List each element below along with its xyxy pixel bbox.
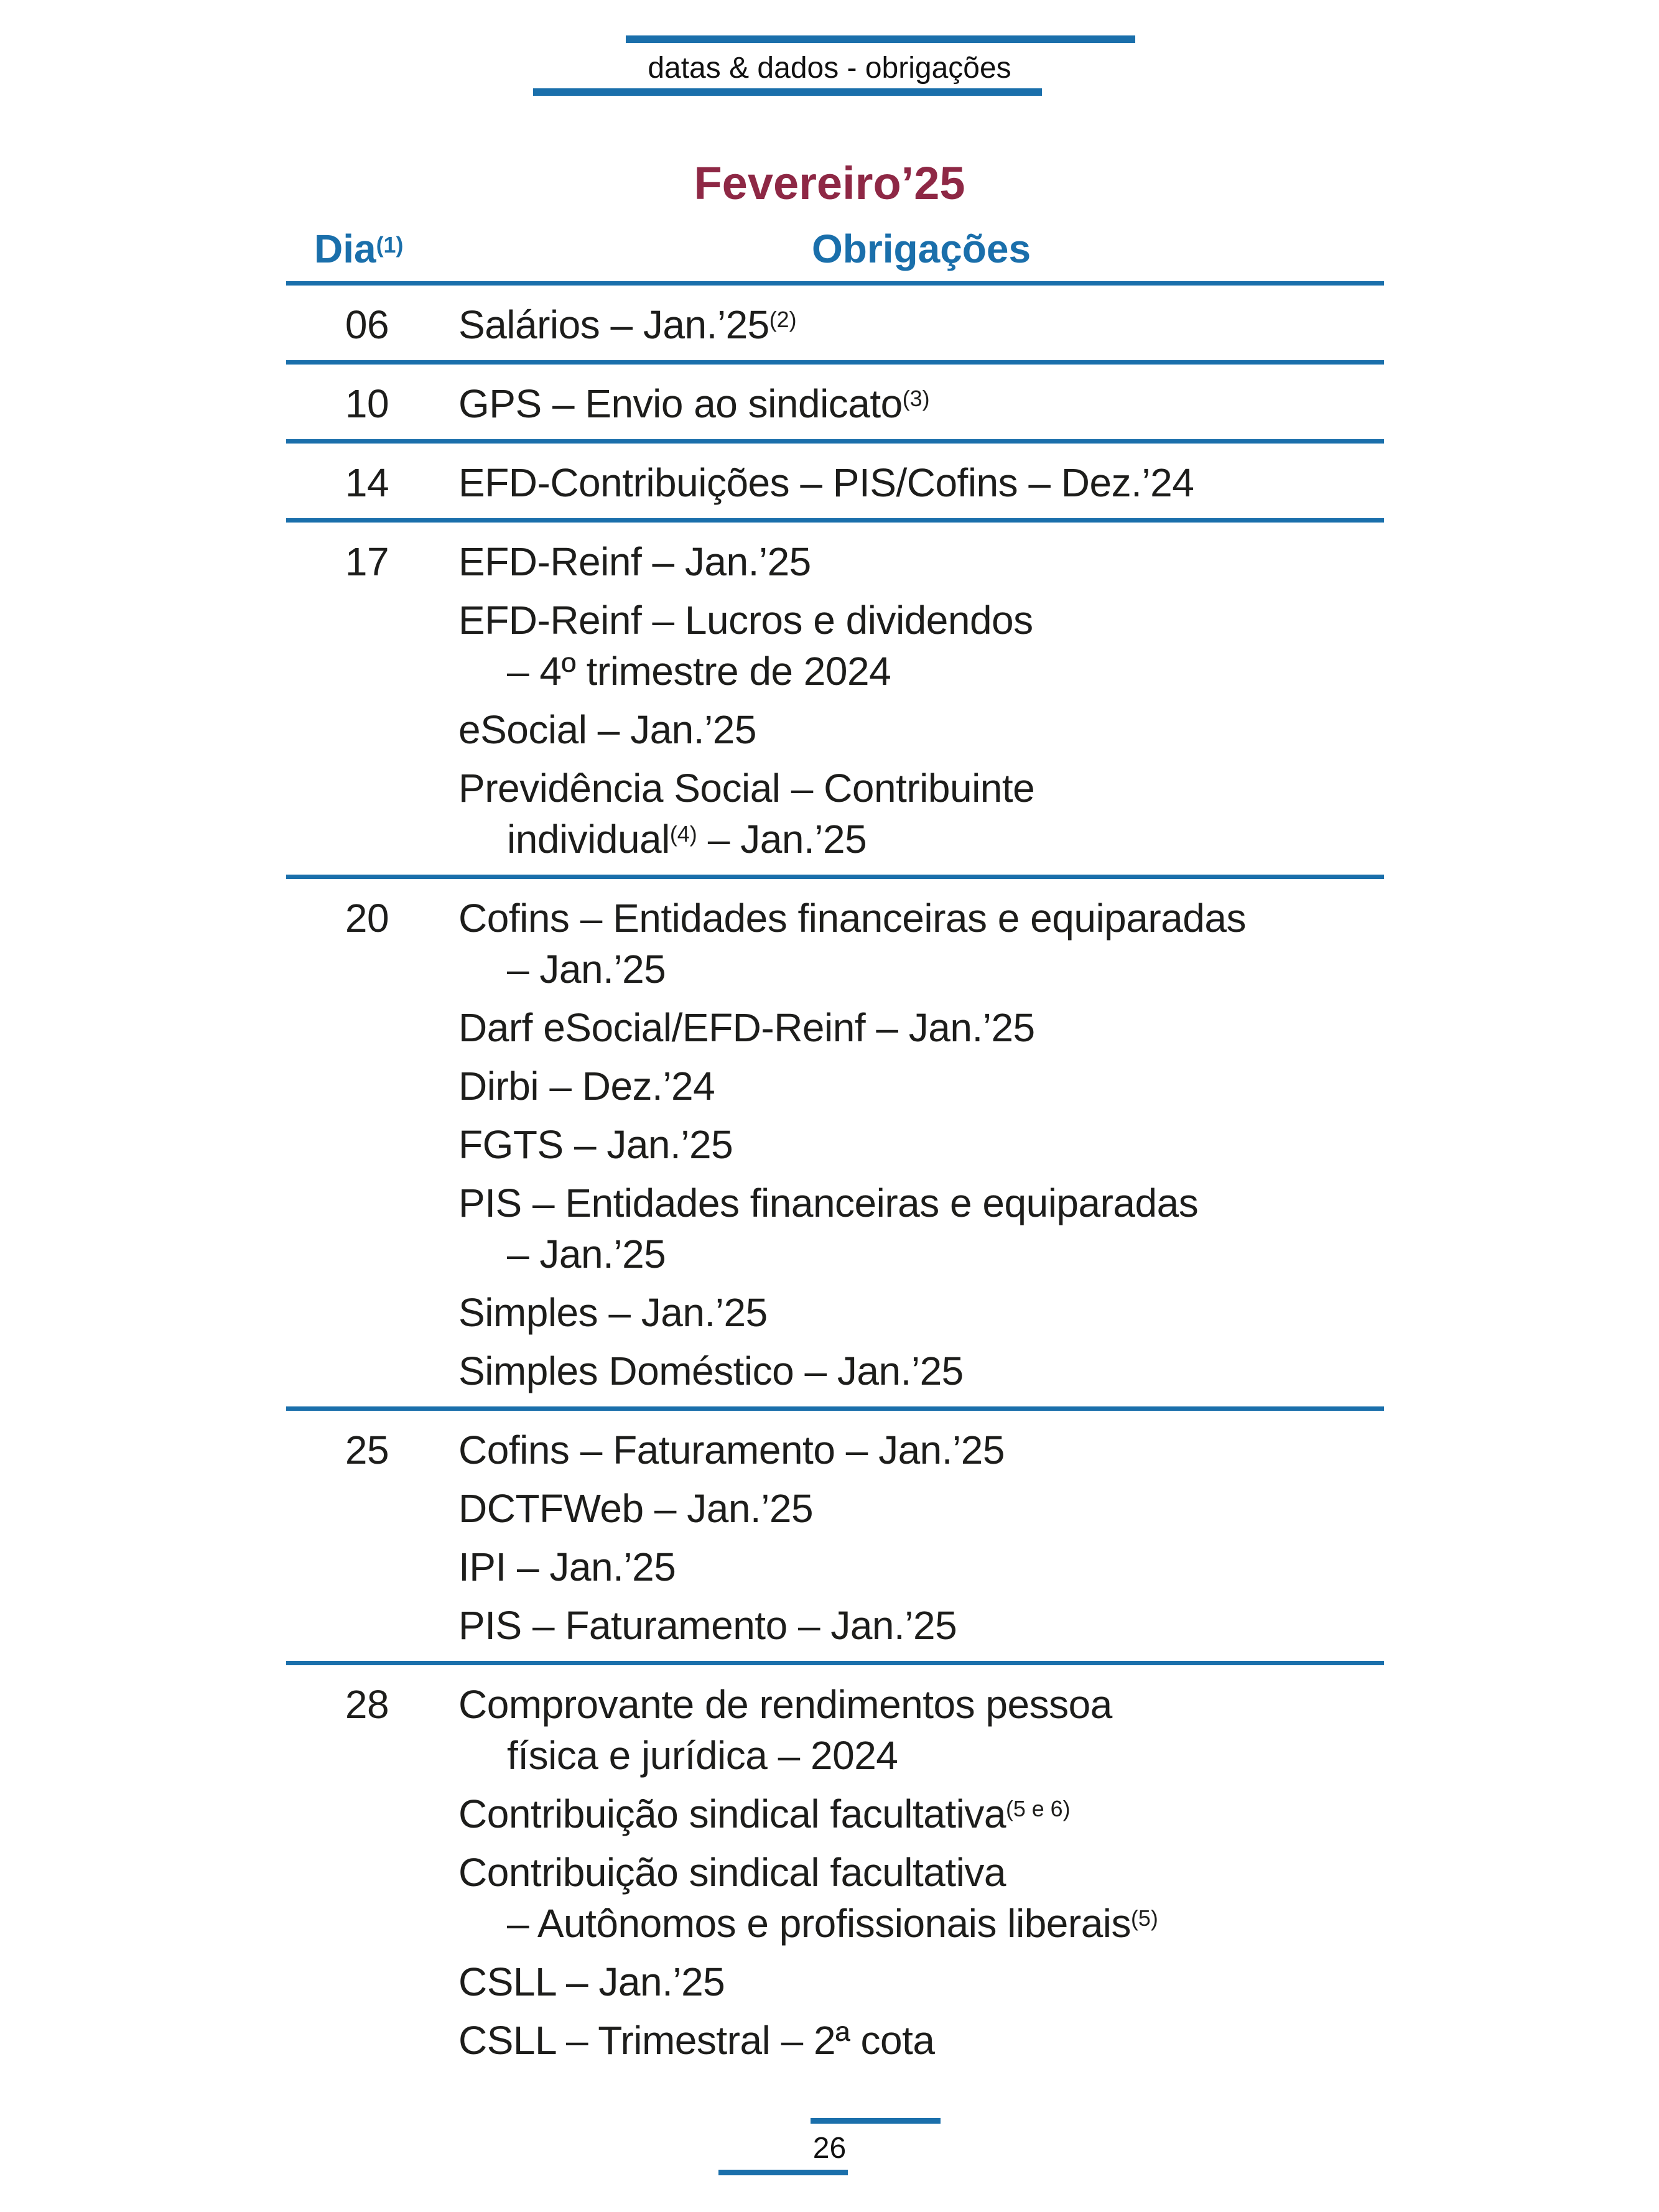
obligation-line: EFD-Contribuições – PIS/Cofins – Dez.’24: [458, 460, 1194, 505]
obligation-line: – Autônomos e profissionais liberais$^{(5)}$: [507, 1901, 1158, 1946]
day-cell: 28: [345, 1682, 389, 1727]
footnote-marker: (4): [669, 822, 697, 847]
obligation-item: [458, 536, 1384, 587]
obligation-line: PIS – Faturamento – Jan.’25: [458, 1603, 957, 1648]
obligation-line: CSLL – Jan.’25: [458, 1959, 725, 2004]
obligation-line: Simples – Jan.’25: [458, 1290, 768, 1335]
footnote-marker: (2): [769, 307, 797, 333]
column-header-obligations: Obrigações: [811, 226, 1031, 271]
obligations-cell: [458, 378, 1384, 429]
table-row: [286, 365, 1384, 444]
obligation-item: [458, 1679, 1384, 1781]
footnote-marker: (5): [1131, 1906, 1158, 1931]
footer-rule-top: [811, 2118, 941, 2124]
obligation-item: [458, 1178, 1384, 1280]
obligation-item: [458, 2015, 1384, 2066]
obligation-item: [458, 763, 1384, 865]
obligation-item: [458, 1119, 1384, 1170]
obligation-line: EFD-Reinf – Lucros e dividendos: [458, 598, 1033, 643]
obligation-item: [458, 457, 1384, 508]
obligation-item: [458, 893, 1384, 995]
obligation-item: [458, 1600, 1384, 1651]
obligation-line: IPI – Jan.’25: [458, 1545, 676, 1589]
obligation-line: – 4º trimestre de 2024: [507, 649, 891, 694]
obligation-line: Dirbi – Dez.’24: [458, 1064, 715, 1108]
obligation-item: [458, 1345, 1384, 1396]
footnote-marker: (5 e 6): [1005, 1796, 1071, 1822]
obligation-item: [458, 1061, 1384, 1112]
obligation-line: DCTFWeb – Jan.’25: [458, 1486, 814, 1531]
obligation-line: PIS – Entidades financeiras e equiparadas: [458, 1181, 1199, 1225]
column-header-day-label: Dia: [314, 226, 376, 271]
header-rule-bottom: [533, 88, 1042, 96]
obligations-cell: [458, 1424, 1384, 1651]
obligation-line: – Jan.’25: [507, 1232, 666, 1276]
page-title: Fevereiro’25: [694, 157, 965, 209]
day-cell: 06: [345, 302, 389, 347]
obligation-line: Darf eSocial/EFD-Reinf – Jan.’25: [458, 1005, 1035, 1050]
footnote-marker: (3): [902, 386, 930, 412]
day-cell: 10: [345, 381, 389, 426]
obligation-item: [458, 595, 1384, 697]
obligation-line: física e jurídica – 2024: [507, 1733, 898, 1778]
footer-rule-bottom: [718, 2170, 848, 2175]
table-row: [286, 523, 1384, 879]
obligation-line: Previdência Social – Contribuinte: [458, 766, 1035, 811]
obligations-cell: [458, 299, 1384, 350]
column-header-day-footnote-marker: (1): [376, 232, 404, 258]
obligation-line: Salários – Jan.’25$^{(2)}$: [458, 302, 797, 347]
table-row: [286, 444, 1384, 523]
obligations-cell: [458, 536, 1384, 865]
column-header-day: [314, 223, 403, 274]
obligation-line: GPS – Envio ao sindicato$^{(3)}$: [458, 381, 930, 426]
obligation-line: Cofins – Faturamento – Jan.’25: [458, 1428, 1005, 1472]
obligation-item: [458, 378, 1384, 429]
obligation-item: [458, 1788, 1384, 1839]
obligations-cell: [458, 893, 1384, 1396]
obligation-line: eSocial – Jan.’25: [458, 707, 756, 752]
obligation-line: individual$^{(4)}$ – Jan.’25: [507, 817, 867, 862]
day-cell: 14: [345, 460, 389, 505]
obligation-item: [458, 299, 1384, 350]
table-row: [286, 286, 1384, 365]
obligation-line: Cofins – Entidades financeiras e equiparadas: [458, 896, 1246, 941]
obligations-cell: [458, 457, 1384, 508]
obligation-line: Contribuição sindical facultativa: [458, 1850, 1006, 1895]
obligation-line: EFD-Reinf – Jan.’25: [458, 539, 811, 584]
day-cell: 25: [345, 1428, 389, 1472]
obligation-item: [458, 704, 1384, 755]
obligation-line: FGTS – Jan.’25: [458, 1122, 733, 1167]
obligation-line: Contribuição sindical facultativa$^{(5 e 6)}$: [458, 1791, 1071, 1836]
table-row: [286, 1411, 1384, 1665]
obligation-line: Comprovante de rendimentos pessoa: [458, 1682, 1112, 1727]
table-row: [286, 1665, 1384, 2076]
obligation-line: – Jan.’25: [507, 947, 666, 992]
table-row: [286, 879, 1384, 1411]
obligation-item: [458, 1956, 1384, 2007]
obligation-item: [458, 1424, 1384, 1475]
obligation-item: [458, 1287, 1384, 1338]
obligation-item: [458, 1002, 1384, 1053]
page-number: 26: [812, 2132, 847, 2165]
obligation-line: Simples Doméstico – Jan.’25: [458, 1349, 964, 1393]
obligations-table: [286, 281, 1384, 2076]
day-cell: 20: [345, 896, 389, 941]
obligation-item: [458, 1847, 1384, 1949]
section-kicker: datas & dados - obrigações: [648, 52, 1011, 85]
header-rule-top: [626, 35, 1135, 43]
obligations-cell: [458, 1679, 1384, 2066]
day-cell: 17: [345, 539, 389, 584]
obligation-item: [458, 1541, 1384, 1592]
obligation-item: [458, 1483, 1384, 1534]
obligation-line: CSLL – Trimestral – 2ª cota: [458, 2018, 935, 2063]
